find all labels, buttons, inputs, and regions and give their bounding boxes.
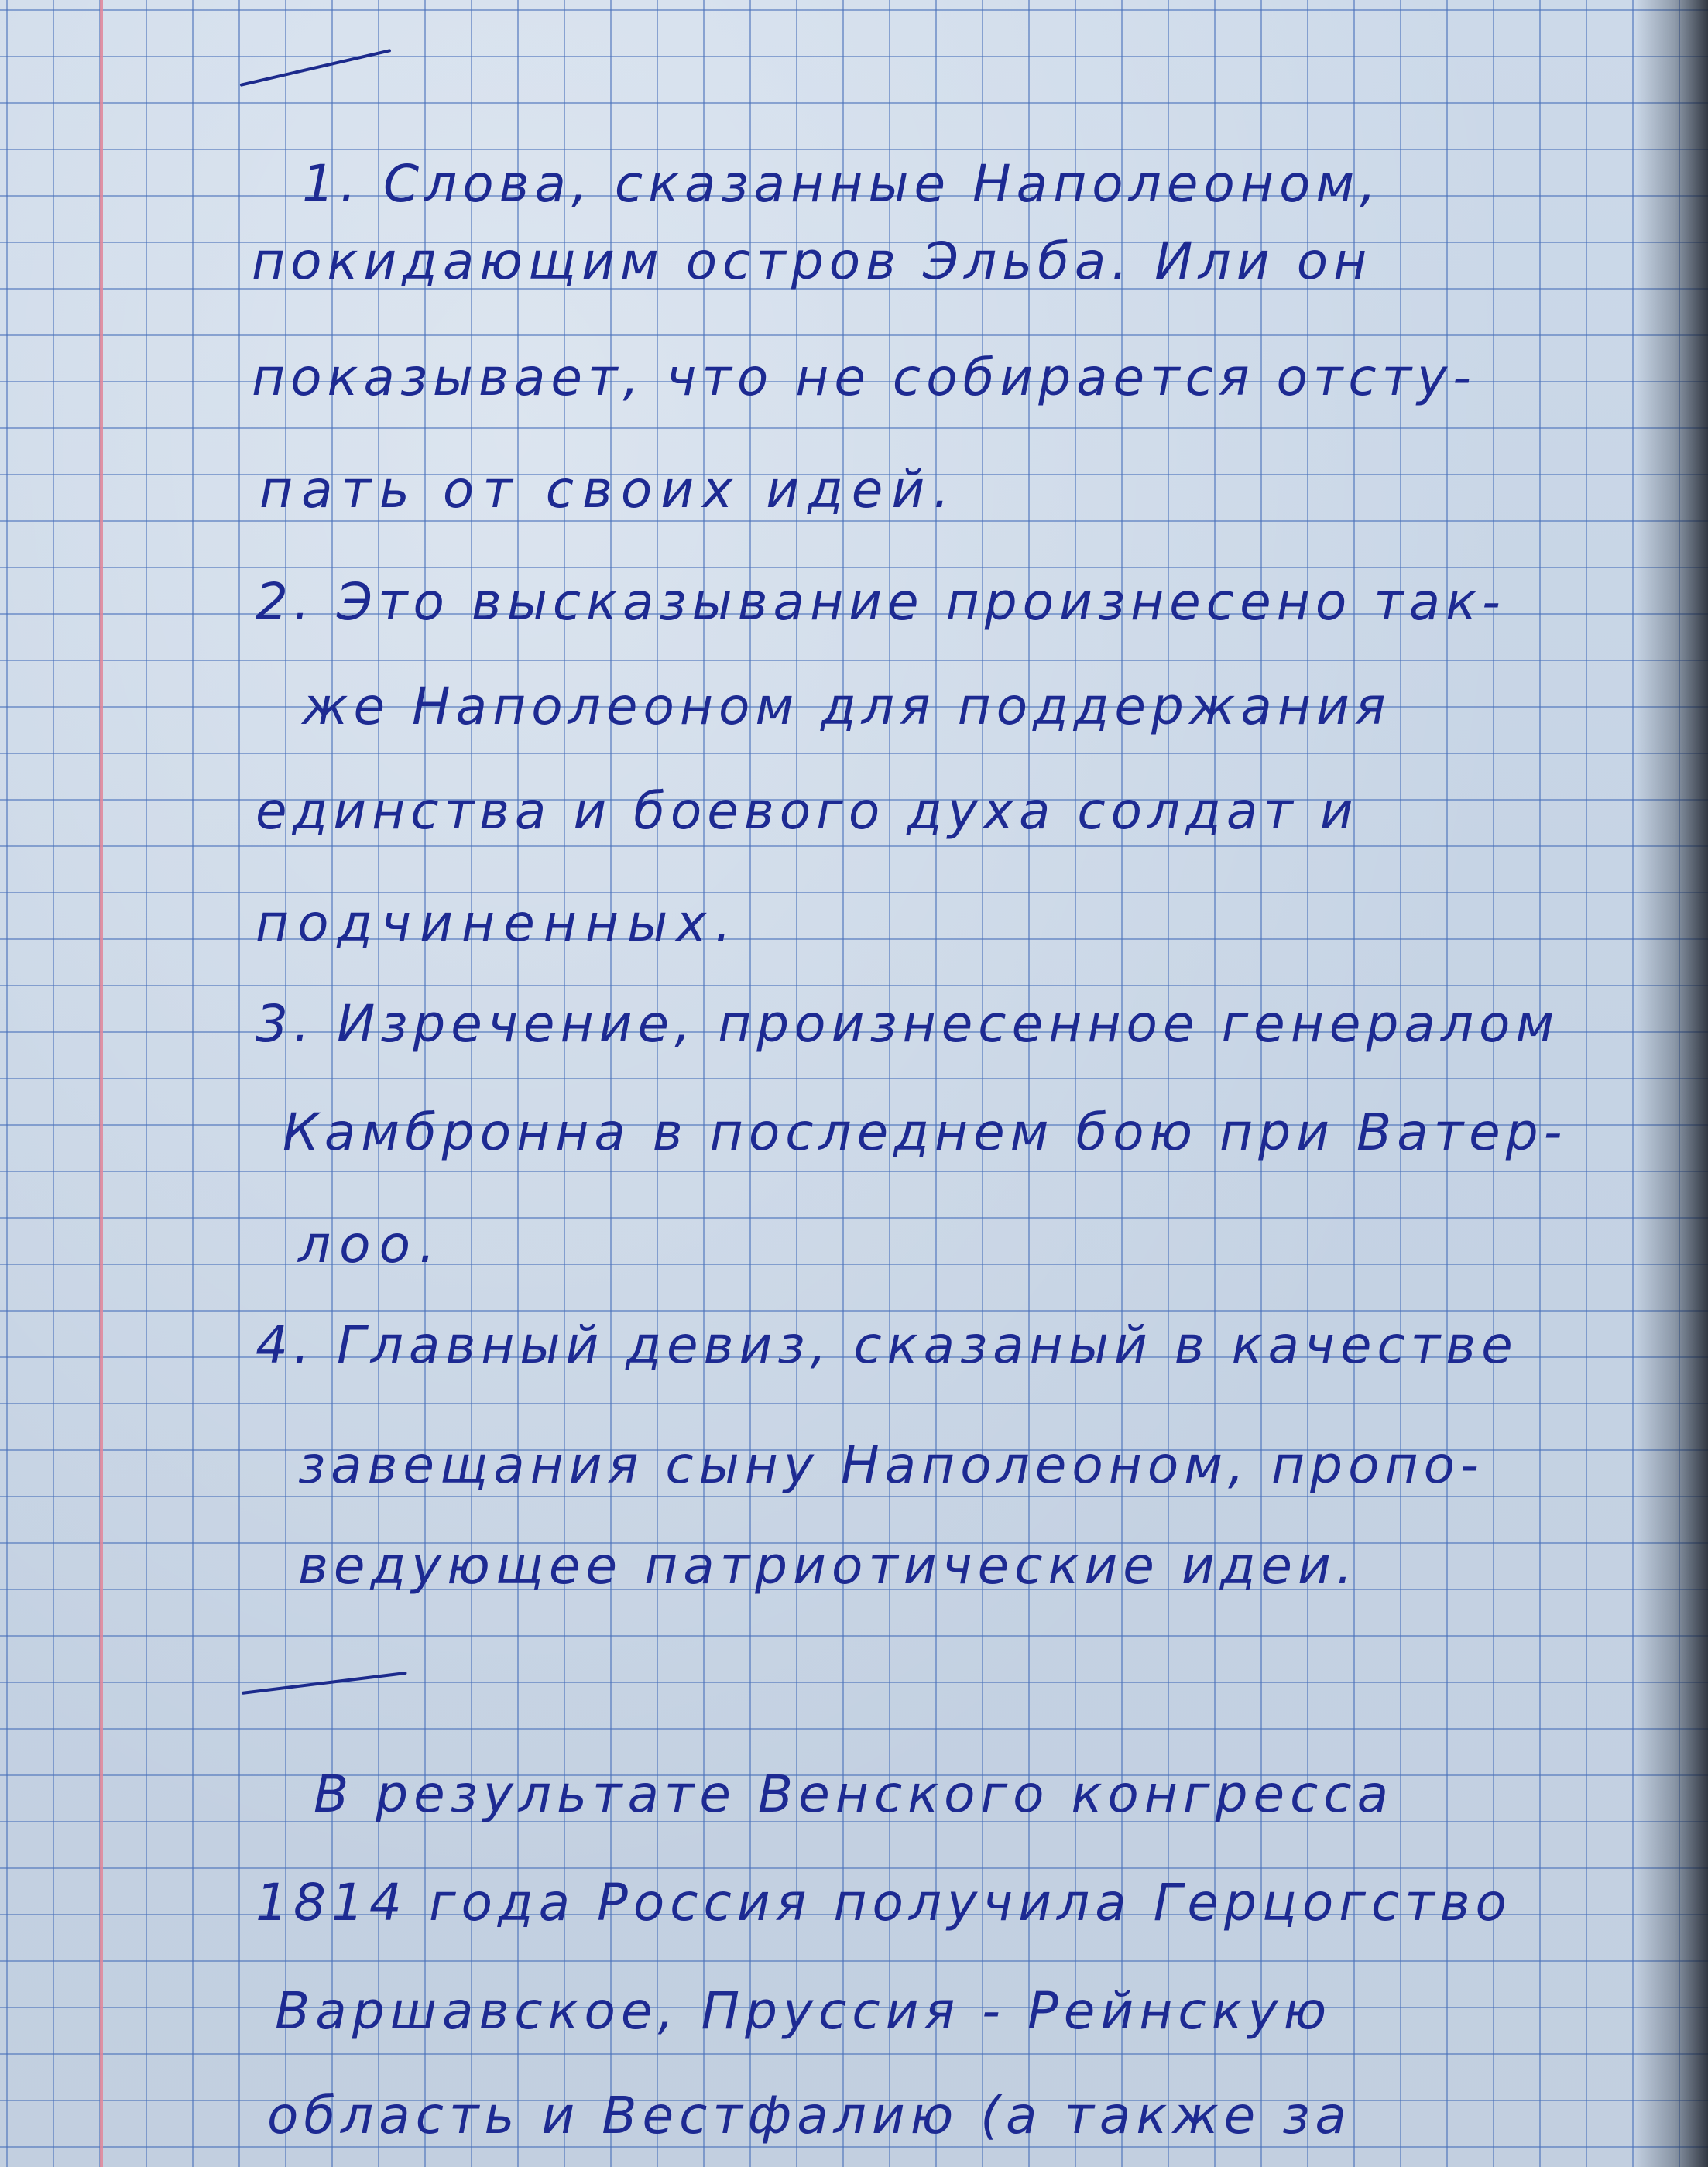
text-line-16: 1814 года Россия получила Герцогство bbox=[256, 1873, 1512, 1932]
text-line-9: 3. Изречение, произнесенное генералом bbox=[256, 994, 1560, 1054]
margin-line bbox=[100, 0, 103, 2167]
text-line-14: ведующее патриотические идеи. bbox=[298, 1536, 1358, 1596]
text-line-11: лоо. bbox=[298, 1215, 444, 1274]
text-line-17: Варшавское, Пруссия - Рейнскую bbox=[275, 1981, 1332, 2041]
text-line-18: область и Вестфалию (а также за bbox=[267, 2086, 1352, 2145]
page-edge-shadow bbox=[1634, 0, 1708, 2167]
text-line-15: В результате Венского конгресса bbox=[314, 1764, 1394, 1824]
text-line-10: Камбронна в последнем бою при Ватер- bbox=[283, 1102, 1568, 1162]
text-line-5: 2. Это высказывание произнесено так- bbox=[256, 572, 1506, 632]
text-line-3: показывает, что не собирается отсту- bbox=[252, 348, 1476, 407]
section-divider-2 bbox=[242, 1672, 407, 1695]
text-line-8: подчиненных. bbox=[256, 893, 740, 953]
text-line-4: пать от своих идей. bbox=[259, 460, 959, 519]
text-line-13: завещания сыну Наполеоном, пропо- bbox=[298, 1435, 1484, 1495]
section-divider-1 bbox=[240, 49, 392, 87]
text-line-6: же Наполеоном для поддержания bbox=[302, 677, 1391, 736]
text-line-1: 1. Слова, сказанные Наполеоном, bbox=[302, 154, 1382, 214]
text-line-7: единства и боевого духа солдат и bbox=[256, 781, 1359, 841]
text-line-2: покидающим остров Эльба. Или он bbox=[252, 231, 1373, 291]
text-line-12: 4. Главный девиз, сказаный в качестве bbox=[256, 1315, 1518, 1375]
